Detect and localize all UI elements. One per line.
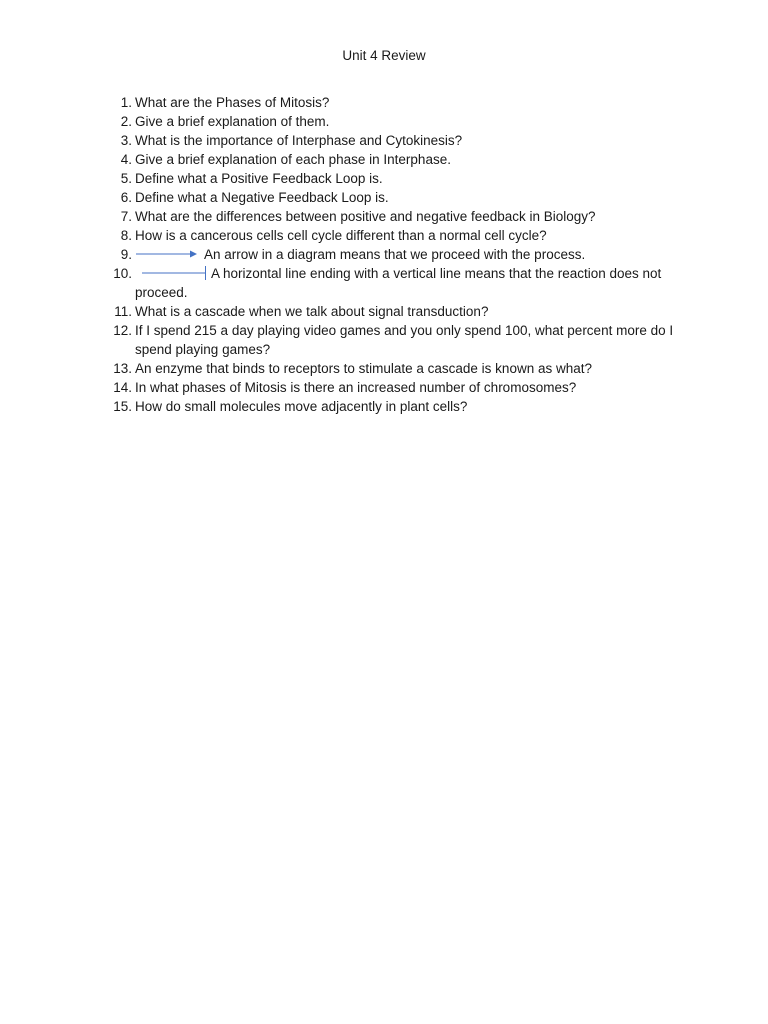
list-item [108, 150, 680, 169]
question-text: Give a brief explanation of them. [135, 114, 330, 129]
question-number: 4. [120, 152, 132, 167]
question-number: 6. [120, 190, 132, 205]
question-text: An enzyme that binds to receptors to stimulate a cascade is known as what? [135, 361, 592, 376]
list-item [108, 112, 680, 131]
question-text: Define what a Positive Feedback Loop is. [135, 171, 383, 186]
question-text: A horizontal line ending with a vertical line means that the reaction does not proceed. [135, 266, 662, 300]
inhibition-line-icon [141, 266, 207, 280]
question-text: What are the Phases of Mitosis? [135, 95, 330, 110]
question-number: 10. [113, 266, 132, 281]
list-item [108, 188, 680, 207]
question-number: 3. [120, 133, 132, 148]
question-text: What are the differences between positive and negative feedback in Biology? [135, 209, 596, 224]
arrow-icon [135, 247, 197, 261]
question-text: What is the importance of Interphase and Cytokinesis? [135, 133, 463, 148]
question-number: 15. [113, 399, 132, 414]
question-text: How do small molecules move adjacently in plant cells? [135, 399, 468, 414]
question-number: 12. [113, 323, 132, 338]
list-item [108, 264, 680, 302]
question-number: 8. [120, 228, 132, 243]
question-number: 11. [114, 304, 132, 319]
question-text: In what phases of Mitosis is there an increased number of chromosomes? [135, 380, 577, 395]
list-item [108, 131, 680, 150]
question-list [108, 93, 680, 416]
question-number: 14. [113, 380, 132, 395]
question-number: 5. [120, 171, 132, 186]
list-item [108, 169, 680, 188]
question-text: An arrow in a diagram means that we proceed with the process. [204, 247, 586, 262]
question-number: 2. [120, 114, 132, 129]
page-title: Unit 4 Review [342, 48, 426, 63]
list-item [108, 226, 680, 245]
list-item [108, 245, 680, 264]
list-item [108, 359, 680, 378]
list-item [108, 302, 680, 321]
question-text: What is a cascade when we talk about signal transduction? [135, 304, 489, 319]
list-item [108, 397, 680, 416]
list-item [108, 321, 680, 359]
list-item [108, 93, 680, 112]
list-item [108, 207, 680, 226]
question-number: 7. [120, 209, 132, 224]
question-number: 1. [120, 95, 132, 110]
list-item [108, 378, 680, 397]
question-number: 13. [113, 361, 132, 376]
question-text: How is a cancerous cells cell cycle different than a normal cell cycle? [135, 228, 547, 243]
question-text: Give a brief explanation of each phase in Interphase. [135, 152, 451, 167]
question-text: If I spend 215 a day playing video games and you only spend 100, what percent more do I spend playing games? [135, 323, 674, 357]
question-text: Define what a Negative Feedback Loop is. [135, 190, 389, 205]
question-number: 9. [120, 247, 132, 262]
